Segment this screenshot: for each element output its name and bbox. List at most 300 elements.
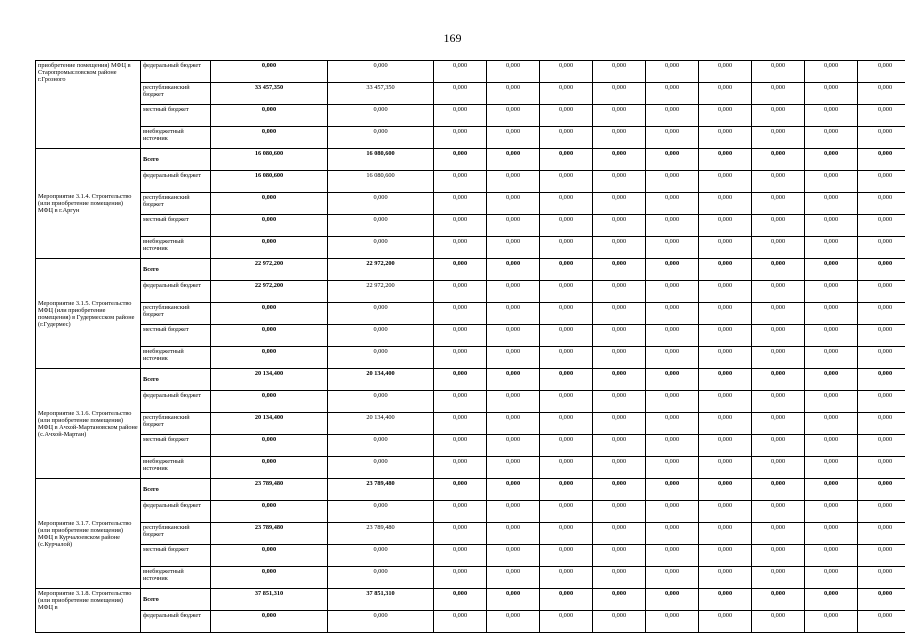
value-cell: 0,000 <box>211 193 328 215</box>
value-cell: 23 789,480 <box>211 523 328 545</box>
value-cell: 0,000 <box>540 523 593 545</box>
value-cell: 0,000 <box>858 347 905 369</box>
value-cell: 0,000 <box>328 611 434 633</box>
value-cell: 16 080,600 <box>328 149 434 171</box>
value-cell: 0,000 <box>487 215 540 237</box>
value-cell: 0,000 <box>752 567 805 589</box>
value-cell: 0,000 <box>540 567 593 589</box>
value-cell: 33 457,350 <box>211 83 328 105</box>
value-cell: 0,000 <box>593 413 646 435</box>
value-cell: 0,000 <box>434 127 487 149</box>
value-cell: 0,000 <box>328 391 434 413</box>
value-cell: 0,000 <box>805 611 858 633</box>
value-cell: 0,000 <box>434 83 487 105</box>
total-row <box>36 149 905 171</box>
value-cell: 0,000 <box>328 61 434 83</box>
value-cell: 0,000 <box>593 149 646 171</box>
value-cell: 0,000 <box>593 325 646 347</box>
value-cell: 22 972,200 <box>328 281 434 303</box>
value-cell: 0,000 <box>699 237 752 259</box>
value-cell: 0,000 <box>487 83 540 105</box>
value-cell: 0,000 <box>646 413 699 435</box>
value-cell: 0,000 <box>487 61 540 83</box>
activity-cell: Мероприятие 3.1.6. Строительство (или приобретение помещения) МФЦ в Ачхой-Мартановском районе (с.Ачхой-Мартан) <box>36 369 141 479</box>
table-row <box>36 457 905 479</box>
value-cell: 0,000 <box>805 127 858 149</box>
value-cell: 0,000 <box>858 105 905 127</box>
value-cell: 0,000 <box>699 215 752 237</box>
value-cell: 0,000 <box>805 281 858 303</box>
table-row <box>36 237 905 259</box>
value-cell: 0,000 <box>487 545 540 567</box>
value-cell: 0,000 <box>805 215 858 237</box>
value-cell: 0,000 <box>699 171 752 193</box>
value-cell: 16 080,600 <box>211 149 328 171</box>
value-cell: 0,000 <box>646 435 699 457</box>
value-cell: 0,000 <box>858 589 905 611</box>
value-cell: 0,000 <box>699 611 752 633</box>
value-cell: 0,000 <box>646 215 699 237</box>
value-cell: 0,000 <box>805 589 858 611</box>
value-cell: 0,000 <box>328 193 434 215</box>
value-cell: 0,000 <box>487 171 540 193</box>
value-cell: 0,000 <box>646 545 699 567</box>
table-row <box>36 523 905 545</box>
value-cell: 0,000 <box>328 105 434 127</box>
funding-source-cell: федеральный бюджет <box>141 391 211 413</box>
value-cell: 0,000 <box>752 149 805 171</box>
value-cell: 0,000 <box>540 215 593 237</box>
value-cell: 0,000 <box>434 611 487 633</box>
value-cell: 0,000 <box>699 193 752 215</box>
value-cell: 0,000 <box>752 193 805 215</box>
value-cell: 0,000 <box>699 567 752 589</box>
value-cell: 0,000 <box>434 303 487 325</box>
total-row <box>36 369 905 391</box>
value-cell: 0,000 <box>646 347 699 369</box>
value-cell: 0,000 <box>211 105 328 127</box>
table-body <box>36 61 905 633</box>
total-row <box>36 589 905 611</box>
value-cell: 20 134,400 <box>328 369 434 391</box>
funding-source-cell: республиканский бюджет <box>141 83 211 105</box>
value-cell: 0,000 <box>487 369 540 391</box>
funding-source-cell: федеральный бюджет <box>141 501 211 523</box>
value-cell: 0,000 <box>593 105 646 127</box>
value-cell: 0,000 <box>540 589 593 611</box>
value-cell: 0,000 <box>805 61 858 83</box>
value-cell: 0,000 <box>752 215 805 237</box>
value-cell: 0,000 <box>805 149 858 171</box>
table-row <box>36 413 905 435</box>
value-cell: 0,000 <box>858 127 905 149</box>
value-cell: 0,000 <box>699 589 752 611</box>
value-cell: 22 972,200 <box>211 281 328 303</box>
value-cell: 0,000 <box>805 457 858 479</box>
value-cell: 0,000 <box>858 215 905 237</box>
value-cell: 0,000 <box>487 457 540 479</box>
value-cell: 0,000 <box>593 611 646 633</box>
value-cell: 0,000 <box>805 545 858 567</box>
value-cell: 0,000 <box>328 545 434 567</box>
value-cell: 0,000 <box>858 457 905 479</box>
value-cell: 0,000 <box>858 259 905 281</box>
funding-source-cell: федеральный бюджет <box>141 171 211 193</box>
value-cell: 0,000 <box>434 369 487 391</box>
value-cell: 0,000 <box>805 105 858 127</box>
value-cell: 0,000 <box>434 237 487 259</box>
value-cell: 20 134,400 <box>211 413 328 435</box>
value-cell: 0,000 <box>805 303 858 325</box>
value-cell: 0,000 <box>487 237 540 259</box>
value-cell: 0,000 <box>805 435 858 457</box>
table-row <box>36 303 905 325</box>
value-cell: 0,000 <box>434 149 487 171</box>
value-cell: 0,000 <box>699 501 752 523</box>
value-cell: 0,000 <box>434 391 487 413</box>
table-row <box>36 127 905 149</box>
value-cell: 0,000 <box>858 61 905 83</box>
value-cell: 0,000 <box>487 325 540 347</box>
value-cell: 0,000 <box>487 105 540 127</box>
value-cell: 0,000 <box>646 611 699 633</box>
value-cell: 0,000 <box>646 171 699 193</box>
total-row <box>36 259 905 281</box>
value-cell: 0,000 <box>752 457 805 479</box>
value-cell: 0,000 <box>752 281 805 303</box>
value-cell: 0,000 <box>434 413 487 435</box>
value-cell: 0,000 <box>805 369 858 391</box>
value-cell: 0,000 <box>646 193 699 215</box>
value-cell: 0,000 <box>699 523 752 545</box>
funding-source-cell: внебюджетный источник <box>141 347 211 369</box>
funding-source-cell: Всего <box>141 479 211 501</box>
value-cell: 0,000 <box>646 369 699 391</box>
value-cell: 0,000 <box>752 61 805 83</box>
value-cell: 0,000 <box>487 303 540 325</box>
table-row <box>36 171 905 193</box>
activity-cell: Мероприятие 3.1.7. Строительство (или приобретение помещения) МФЦ в Курчалоевском районе (с.Курчалой) <box>36 479 141 589</box>
value-cell: 0,000 <box>211 457 328 479</box>
table-row <box>36 435 905 457</box>
funding-source-cell: внебюджетный источник <box>141 237 211 259</box>
value-cell: 0,000 <box>434 589 487 611</box>
activity-cell: Мероприятие 3.1.4. Строительство (или приобретение помещения) МФЦ в г.Аргун <box>36 149 141 259</box>
value-cell: 0,000 <box>805 325 858 347</box>
activity-cell: приобретение помещения) МФЦ в Старопромысловском районе г.Грозного <box>36 61 141 149</box>
value-cell: 0,000 <box>211 237 328 259</box>
value-cell: 0,000 <box>434 215 487 237</box>
table-row <box>36 611 905 633</box>
value-cell: 0,000 <box>752 303 805 325</box>
value-cell: 0,000 <box>540 303 593 325</box>
value-cell: 0,000 <box>593 259 646 281</box>
funding-source-cell: внебюджетный источник <box>141 457 211 479</box>
value-cell: 0,000 <box>487 479 540 501</box>
value-cell: 0,000 <box>540 237 593 259</box>
value-cell: 0,000 <box>805 523 858 545</box>
value-cell: 0,000 <box>211 61 328 83</box>
table-row <box>36 347 905 369</box>
value-cell: 33 457,350 <box>328 83 434 105</box>
value-cell: 0,000 <box>211 567 328 589</box>
value-cell: 0,000 <box>752 369 805 391</box>
value-cell: 0,000 <box>752 611 805 633</box>
value-cell: 0,000 <box>646 105 699 127</box>
value-cell: 37 851,310 <box>328 589 434 611</box>
funding-source-cell: внебюджетный источник <box>141 127 211 149</box>
value-cell: 0,000 <box>752 237 805 259</box>
value-cell: 23 789,480 <box>328 523 434 545</box>
value-cell: 0,000 <box>646 259 699 281</box>
value-cell: 0,000 <box>593 215 646 237</box>
value-cell: 0,000 <box>699 83 752 105</box>
value-cell: 0,000 <box>858 83 905 105</box>
funding-source-cell: федеральный бюджет <box>141 61 211 83</box>
value-cell: 0,000 <box>211 215 328 237</box>
activity-cell: Мероприятие 3.1.8. Строительство (или приобретение помещения) МФЦ в <box>36 589 141 633</box>
funding-source-cell: республиканский бюджет <box>141 193 211 215</box>
value-cell: 0,000 <box>858 413 905 435</box>
value-cell: 0,000 <box>434 501 487 523</box>
value-cell: 0,000 <box>858 545 905 567</box>
value-cell: 0,000 <box>858 435 905 457</box>
funding-source-cell: внебюджетный источник <box>141 567 211 589</box>
budget-table <box>35 60 905 633</box>
value-cell: 0,000 <box>211 347 328 369</box>
funding-source-cell: местный бюджет <box>141 215 211 237</box>
funding-source-cell: Всего <box>141 589 211 611</box>
funding-source-cell: федеральный бюджет <box>141 611 211 633</box>
value-cell: 0,000 <box>646 281 699 303</box>
value-cell: 0,000 <box>487 347 540 369</box>
value-cell: 0,000 <box>487 523 540 545</box>
value-cell: 0,000 <box>593 83 646 105</box>
value-cell: 0,000 <box>487 611 540 633</box>
value-cell: 0,000 <box>328 435 434 457</box>
value-cell: 0,000 <box>699 325 752 347</box>
value-cell: 0,000 <box>699 545 752 567</box>
value-cell: 0,000 <box>211 545 328 567</box>
value-cell: 0,000 <box>752 435 805 457</box>
value-cell: 0,000 <box>593 523 646 545</box>
value-cell: 0,000 <box>858 523 905 545</box>
value-cell: 0,000 <box>593 369 646 391</box>
value-cell: 0,000 <box>211 391 328 413</box>
value-cell: 0,000 <box>540 171 593 193</box>
value-cell: 0,000 <box>699 391 752 413</box>
value-cell: 0,000 <box>434 523 487 545</box>
value-cell: 0,000 <box>487 589 540 611</box>
value-cell: 0,000 <box>699 61 752 83</box>
value-cell: 0,000 <box>540 259 593 281</box>
funding-source-cell: Всего <box>141 149 211 171</box>
value-cell: 0,000 <box>328 237 434 259</box>
value-cell: 0,000 <box>593 347 646 369</box>
value-cell: 0,000 <box>752 259 805 281</box>
value-cell: 0,000 <box>487 281 540 303</box>
value-cell: 0,000 <box>540 325 593 347</box>
value-cell: 0,000 <box>699 105 752 127</box>
value-cell: 0,000 <box>646 523 699 545</box>
value-cell: 0,000 <box>593 567 646 589</box>
value-cell: 0,000 <box>646 149 699 171</box>
value-cell: 0,000 <box>805 391 858 413</box>
value-cell: 0,000 <box>646 237 699 259</box>
value-cell: 0,000 <box>434 171 487 193</box>
value-cell: 0,000 <box>646 457 699 479</box>
value-cell: 0,000 <box>752 127 805 149</box>
value-cell: 0,000 <box>805 237 858 259</box>
value-cell: 0,000 <box>593 479 646 501</box>
value-cell: 0,000 <box>699 281 752 303</box>
value-cell: 0,000 <box>328 501 434 523</box>
value-cell: 0,000 <box>752 83 805 105</box>
value-cell: 0,000 <box>752 105 805 127</box>
value-cell: 0,000 <box>434 61 487 83</box>
value-cell: 0,000 <box>805 347 858 369</box>
value-cell: 0,000 <box>593 501 646 523</box>
value-cell: 0,000 <box>487 567 540 589</box>
value-cell: 0,000 <box>752 545 805 567</box>
value-cell: 0,000 <box>434 457 487 479</box>
value-cell: 0,000 <box>858 567 905 589</box>
value-cell: 0,000 <box>699 127 752 149</box>
value-cell: 0,000 <box>540 347 593 369</box>
value-cell: 0,000 <box>540 105 593 127</box>
value-cell: 0,000 <box>646 61 699 83</box>
value-cell: 0,000 <box>328 303 434 325</box>
value-cell: 0,000 <box>328 127 434 149</box>
value-cell: 0,000 <box>699 479 752 501</box>
value-cell: 0,000 <box>752 479 805 501</box>
value-cell: 0,000 <box>699 413 752 435</box>
table-row <box>36 83 905 105</box>
value-cell: 0,000 <box>434 479 487 501</box>
value-cell: 0,000 <box>858 501 905 523</box>
value-cell: 0,000 <box>646 303 699 325</box>
value-cell: 0,000 <box>540 501 593 523</box>
table-row <box>36 281 905 303</box>
funding-source-cell: местный бюджет <box>141 325 211 347</box>
value-cell: 0,000 <box>699 149 752 171</box>
value-cell: 0,000 <box>858 325 905 347</box>
funding-source-cell: местный бюджет <box>141 435 211 457</box>
value-cell: 0,000 <box>858 611 905 633</box>
value-cell: 0,000 <box>752 413 805 435</box>
table-row <box>36 193 905 215</box>
value-cell: 0,000 <box>699 347 752 369</box>
value-cell: 0,000 <box>858 391 905 413</box>
value-cell: 0,000 <box>434 281 487 303</box>
value-cell: 0,000 <box>805 501 858 523</box>
value-cell: 0,000 <box>487 413 540 435</box>
value-cell: 0,000 <box>540 127 593 149</box>
funding-source-cell: республиканский бюджет <box>141 303 211 325</box>
value-cell: 0,000 <box>858 479 905 501</box>
value-cell: 0,000 <box>540 545 593 567</box>
value-cell: 0,000 <box>858 171 905 193</box>
table-row <box>36 325 905 347</box>
value-cell: 0,000 <box>328 567 434 589</box>
value-cell: 0,000 <box>646 325 699 347</box>
value-cell: 0,000 <box>487 501 540 523</box>
value-cell: 0,000 <box>752 171 805 193</box>
funding-source-cell: Всего <box>141 259 211 281</box>
value-cell: 0,000 <box>434 435 487 457</box>
value-cell: 0,000 <box>434 347 487 369</box>
value-cell: 0,000 <box>434 105 487 127</box>
value-cell: 0,000 <box>752 589 805 611</box>
table-row <box>36 105 905 127</box>
value-cell: 0,000 <box>540 611 593 633</box>
value-cell: 0,000 <box>328 457 434 479</box>
value-cell: 0,000 <box>211 127 328 149</box>
total-row <box>36 479 905 501</box>
value-cell: 0,000 <box>805 567 858 589</box>
value-cell: 0,000 <box>752 347 805 369</box>
value-cell: 0,000 <box>593 127 646 149</box>
value-cell: 0,000 <box>699 457 752 479</box>
value-cell: 0,000 <box>805 83 858 105</box>
value-cell: 0,000 <box>540 435 593 457</box>
value-cell: 0,000 <box>699 259 752 281</box>
value-cell: 0,000 <box>699 369 752 391</box>
value-cell: 0,000 <box>540 391 593 413</box>
value-cell: 0,000 <box>540 193 593 215</box>
value-cell: 0,000 <box>752 391 805 413</box>
value-cell: 0,000 <box>434 259 487 281</box>
value-cell: 0,000 <box>646 83 699 105</box>
value-cell: 16 080,600 <box>211 171 328 193</box>
value-cell: 0,000 <box>487 259 540 281</box>
value-cell: 20 134,400 <box>328 413 434 435</box>
funding-source-cell: местный бюджет <box>141 545 211 567</box>
value-cell: 0,000 <box>540 61 593 83</box>
value-cell: 0,000 <box>328 347 434 369</box>
value-cell: 22 972,200 <box>211 259 328 281</box>
table-row <box>36 391 905 413</box>
funding-source-cell: Всего <box>141 369 211 391</box>
value-cell: 0,000 <box>593 435 646 457</box>
value-cell: 0,000 <box>211 435 328 457</box>
value-cell: 22 972,200 <box>328 259 434 281</box>
value-cell: 0,000 <box>593 193 646 215</box>
value-cell: 0,000 <box>487 391 540 413</box>
table-row <box>36 567 905 589</box>
value-cell: 23 789,480 <box>328 479 434 501</box>
table-row <box>36 501 905 523</box>
value-cell: 0,000 <box>646 501 699 523</box>
value-cell: 0,000 <box>593 589 646 611</box>
value-cell: 0,000 <box>699 303 752 325</box>
value-cell: 20 134,400 <box>211 369 328 391</box>
value-cell: 16 080,600 <box>328 171 434 193</box>
funding-source-cell: республиканский бюджет <box>141 413 211 435</box>
value-cell: 0,000 <box>211 325 328 347</box>
value-cell: 0,000 <box>752 523 805 545</box>
value-cell: 0,000 <box>593 303 646 325</box>
value-cell: 0,000 <box>434 545 487 567</box>
value-cell: 0,000 <box>593 171 646 193</box>
value-cell: 0,000 <box>593 237 646 259</box>
value-cell: 37 851,310 <box>211 589 328 611</box>
table-row <box>36 61 905 83</box>
value-cell: 0,000 <box>487 127 540 149</box>
value-cell: 0,000 <box>540 149 593 171</box>
value-cell: 0,000 <box>487 435 540 457</box>
value-cell: 0,000 <box>858 369 905 391</box>
